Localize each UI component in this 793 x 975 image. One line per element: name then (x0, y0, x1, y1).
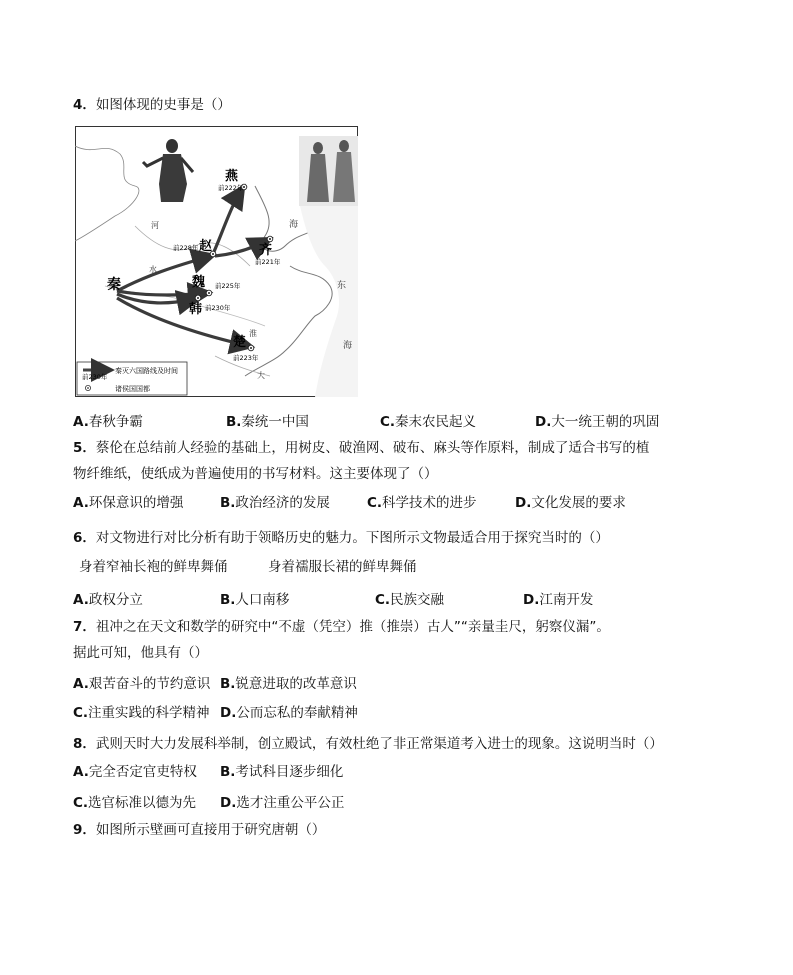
option-letter: D. (535, 414, 552, 430)
q7-stem-line1 (73, 617, 610, 637)
q6-option-c[interactable] (375, 590, 444, 610)
q8-option-b[interactable] (220, 762, 343, 782)
city-han: 韩 (189, 302, 203, 317)
city-wei: 魏 (192, 275, 206, 290)
label-river-shui: 水 (149, 265, 157, 274)
option-text: 选官标准以德为先 (88, 795, 197, 811)
capital-dot-wei (208, 292, 210, 294)
city-qin: 秦 (107, 277, 121, 293)
option-letter: D. (515, 495, 532, 511)
option-letter: C. (367, 495, 383, 511)
year-zhao: 前228年 (173, 244, 199, 252)
q6-option-b[interactable] (220, 590, 289, 610)
dancer-figurines (299, 136, 358, 206)
q4-option-c[interactable] (380, 412, 476, 432)
city-zhao: 赵 (199, 239, 213, 254)
q7-stem-line2: 据此可知，他具有（） (73, 645, 208, 661)
option-letter: B. (220, 495, 236, 511)
q5-line1-text: 蔡伦在总结前人经验的基础上，用树皮、破渔网、破布、麻头等作原料，制成了适合书写的植 (95, 440, 650, 456)
option-text: 选才注重公平公正 (236, 795, 345, 811)
q4-option-d[interactable] (535, 412, 659, 432)
label-sea-dong: 东 (337, 281, 347, 291)
capital-dot-zhao (212, 253, 214, 255)
q5-option-b[interactable] (220, 493, 330, 513)
q4-stem-text: 如图体现的史事是（） (95, 97, 231, 113)
q6-stem-text: 对文物进行对比分析有助于领略历史的魅力。下图所示文物最适合用于探究当时的（） (95, 530, 609, 546)
option-text: 江南开发 (539, 592, 594, 608)
q4-option-b[interactable] (226, 412, 309, 432)
label-sea-1: 海 (289, 220, 299, 230)
option-letter: A. (73, 414, 89, 430)
q8-stem (73, 734, 663, 754)
q7-option-b[interactable] (220, 674, 357, 694)
option-letter: C. (73, 795, 89, 811)
option-letter: A. (73, 495, 89, 511)
option-text: 锐意进取的改革意识 (235, 676, 357, 692)
q7-option-a[interactable] (73, 674, 210, 694)
option-letter: D. (220, 795, 237, 811)
option-text: 政权分立 (88, 592, 143, 608)
city-yan: 燕 (225, 169, 239, 184)
q8-stem-text: 武则天时大力发展科举制，创立殿试，有效杜绝了非正常渠道考入进士的现象。这说明当时（） (95, 736, 663, 752)
label-river-he: 河 (151, 221, 159, 230)
q5-option-d[interactable] (515, 493, 626, 513)
year-qi: 前221年 (255, 258, 281, 266)
option-text: 人口南移 (235, 592, 290, 608)
q5-option-c[interactable] (367, 493, 477, 513)
year-yan: 前222年 (218, 184, 244, 192)
option-text: 政治经济的发展 (235, 495, 330, 511)
q6-caption-1: 身着窄袖长袍的鲜卑舞俑 (79, 559, 228, 575)
option-letter: D. (523, 592, 540, 608)
option-text: 民族交融 (390, 592, 445, 608)
option-letter: A. (73, 764, 89, 780)
q7-number: 7． (73, 619, 96, 635)
q8-number: 8． (73, 736, 96, 752)
option-letter: C. (380, 414, 396, 430)
q7-option-d[interactable] (220, 703, 358, 723)
q5-option-a[interactable] (73, 493, 183, 513)
option-letter: B. (220, 764, 236, 780)
map-legend (77, 362, 187, 395)
legend-capital-label: 诸侯国国都 (115, 385, 150, 393)
q6-stem (73, 528, 609, 548)
q6-option-d[interactable] (523, 590, 593, 610)
city-qi: 齐 (259, 243, 273, 258)
option-letter: B. (226, 414, 242, 430)
q9-number: 9． (73, 822, 96, 838)
option-letter: C. (73, 705, 89, 721)
option-letter: B. (220, 676, 236, 692)
q8-option-d[interactable] (220, 793, 344, 813)
option-text: 艰苦奋斗的节约意识 (88, 676, 211, 692)
year-chu: 前223年 (233, 354, 259, 362)
year-wei: 前225年 (215, 282, 241, 290)
option-text: 文化发展的要求 (531, 495, 626, 511)
option-letter: A. (73, 676, 89, 692)
option-letter: D. (220, 705, 237, 721)
label-river-da: 大 (257, 371, 265, 380)
q4-number: 4． (73, 97, 96, 113)
q6-number: 6． (73, 530, 96, 546)
option-text: 环保意识的增强 (88, 495, 184, 511)
capital-dot-han (197, 297, 199, 299)
option-text: 科学技术的进步 (382, 495, 477, 511)
q4-option-a[interactable] (73, 412, 143, 432)
legend-route-label: 秦灭六国路线及时间 (115, 367, 178, 375)
q9-stem (73, 820, 325, 840)
qin-unification-map (75, 126, 358, 397)
q5-stem-line1 (73, 438, 649, 458)
q5-stem-line2: 物纤维纸，使纸成为普遍使用的书写材料。这主要体现了（） (73, 466, 438, 482)
city-chu: 楚 (233, 335, 247, 350)
q5-number: 5． (73, 440, 96, 456)
option-letter: B. (220, 592, 236, 608)
option-text: 公而忘私的奉献精神 (236, 705, 358, 721)
q8-option-c[interactable] (73, 793, 196, 813)
option-text: 完全否定官吏特权 (88, 764, 197, 780)
q7-option-c[interactable] (73, 703, 210, 723)
option-letter: C. (375, 592, 391, 608)
q9-stem-text: 如图所示壁画可直接用于研究唐朝（） (95, 822, 326, 838)
q7-line1-text: 祖冲之在天文和数学的研究中“不虚（凭空）推（推崇）古人”“亲量圭尺，躬察仪漏”。 (95, 619, 610, 635)
option-letter: A. (73, 592, 89, 608)
label-river-huai: 淮 (249, 329, 257, 338)
option-text: 秦末农民起义 (395, 414, 477, 430)
year-han: 前230年 (205, 304, 231, 312)
q6-option-a[interactable] (73, 590, 143, 610)
option-text: 秦统一中国 (241, 414, 309, 430)
q4-stem (73, 95, 231, 115)
capital-dot-chu (250, 347, 252, 349)
q6-caption-2: 身着襦服长裙的鲜卑舞俑 (268, 559, 417, 575)
option-text: 注重实践的科学精神 (88, 705, 210, 721)
q8-option-a[interactable] (73, 762, 197, 782)
legend-route-year: 前230年 (82, 373, 108, 381)
option-text: 大一统王朝的巩固 (551, 414, 660, 430)
option-text: 春秋争霸 (88, 414, 143, 430)
option-text: 考试科目逐步细化 (235, 764, 344, 780)
label-sea-2: 海 (343, 341, 353, 351)
capital-dot-qi (269, 238, 271, 240)
